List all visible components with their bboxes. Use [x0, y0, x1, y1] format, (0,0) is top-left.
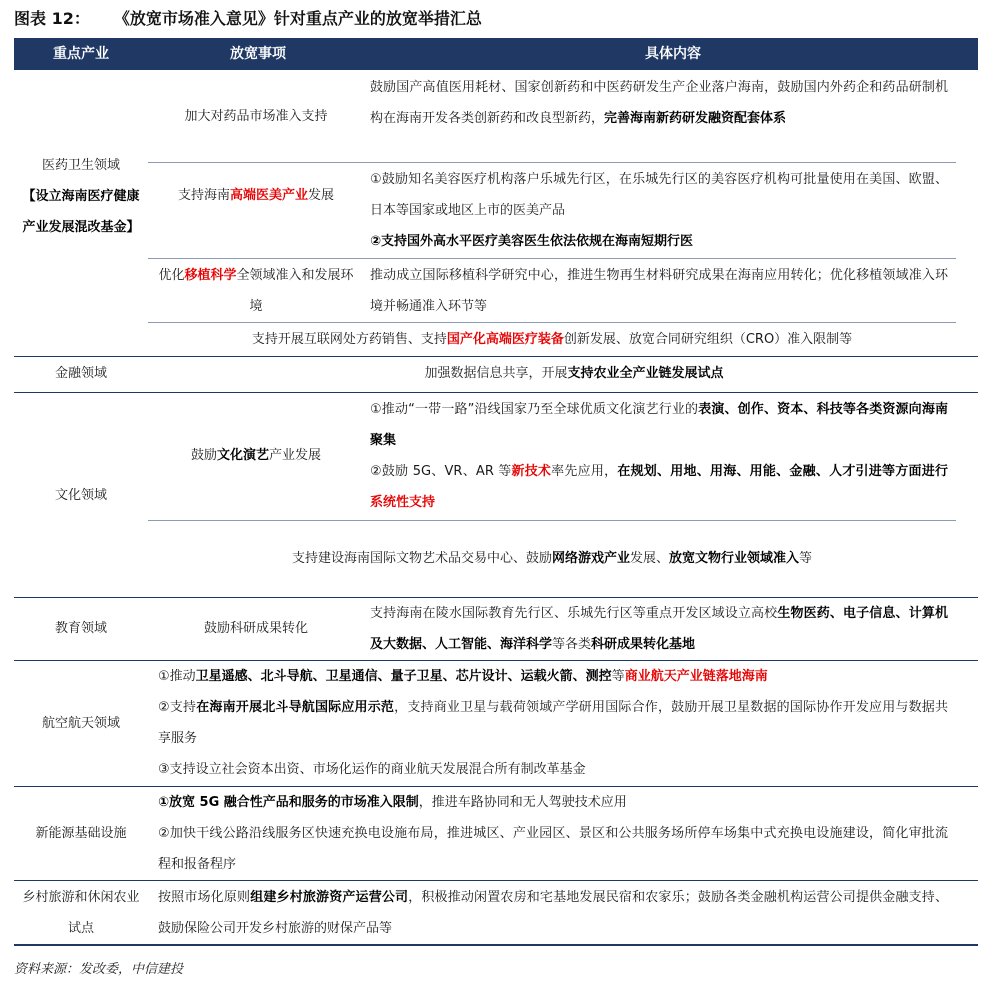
culture-span-row: 支持建设海南国际文物艺术品交易中心、鼓励网络游戏产业发展、放宽文物行业领域准入等 — [291, 551, 813, 566]
item-research-transfer: 鼓励科研成果转化 — [203, 621, 308, 636]
row-divider — [148, 162, 956, 163]
content-finance: 加强数据信息共享，开展支持农业全产业链发展试点 — [424, 366, 724, 381]
content-performing-arts: ①推动“一带一路”沿线国家乃至全球优质文化演艺行业的表演、创作、资本、科技等各类资源向海南聚集 ②鼓励 5G、VR、AR 等新技术率先应用，在规划、用地、用海、用能、金融、人才引进等方面进行系统性支持 — [370, 402, 948, 510]
industry-rural-tourism: 乡村旅游和休闲农业试点 — [22, 890, 140, 936]
header-item: 放宽事项 — [230, 46, 286, 62]
header-content: 具体内容 — [645, 46, 701, 62]
content-rural-tourism: 按照市场化原则组建乡村旅游资产运营公司，积极推动闲置农房和宅基地发展民宿和农家乐；鼓励各类金融机构运营公司提供金融支持、鼓励保险公司开发乡村旅游的财保产品等 — [158, 890, 948, 936]
row-divider — [148, 258, 956, 259]
industry-culture: 文化领域 — [54, 488, 107, 503]
industry-aerospace: 航空航天领域 — [41, 716, 120, 731]
industry-medical-fund: 【设立海南医疗健康产业发展混改基金】 — [22, 189, 140, 235]
content-new-energy: ①放宽 5G 融合性产品和服务的市场准入限制，推进车路协同和无人驾驶技术应用 ②加快干线公路沿线服务区快速充换电设施布局，推进城区、产业园区、景区和公共服务场所停车场集中式充换电设施建设，简化审批流程和报备程序 — [158, 795, 948, 872]
row-divider — [14, 880, 978, 881]
item-drug-market: 加大对药品市场准入支持 — [184, 109, 328, 124]
content-transplant: 推动成立国际移植科学研究中心，推进生物再生材料研究成果在海南应用转化；优化移植领域准入环境并畅通准入环节等 — [370, 268, 948, 314]
row-divider — [148, 520, 956, 521]
industry-medical — [14, 150, 148, 243]
industry-education: 教育领域 — [54, 621, 107, 636]
source-note: 资料来源：发改委，中信建投 — [14, 962, 184, 977]
row-divider — [14, 356, 978, 357]
figure-title — [14, 6, 482, 29]
industry-medical-name: 医药卫生领域 — [41, 158, 120, 173]
item-transplant: 优化移植科学全领域准入和发展环境 — [158, 268, 354, 314]
content-medical-beauty: ①鼓励知名美容医疗机构落户乐城先行区，在乐城先行区的美容医疗机构可批量使用在美国、欧盟、日本等国家或地区上市的医美产品 ②支持国外高水平医疗美容医生依法依规在海南短期行医 — [370, 172, 948, 249]
content-research-transfer: 支持海南在陵水国际教育先行区、乐城先行区等重点开发区域设立高校生物医药、电子信息、计算机及大数据、人工智能、海洋科学等各类科研成果转化基地 — [370, 606, 948, 652]
table-header — [14, 38, 978, 70]
item-performing-arts: 鼓励文化演艺产业发展 — [190, 448, 322, 463]
industry-finance: 金融领域 — [54, 366, 107, 381]
figure-label: 图表 12： — [14, 9, 90, 28]
medical-span-row: 支持开展互联网处方药销售、支持国产化高端医疗装备创新发展、放宽合同研究组织（CRO）准入限制等 — [251, 332, 853, 347]
row-divider — [14, 392, 978, 393]
content-drug-market: 鼓励国产高值医用耗材、国家创新药和中医药研发生产企业落户海南，鼓励国内外药企和药品研制机构在海南开发各类创新药和改良型新药，完善海南新药研发融资配套体系 — [370, 80, 948, 126]
content-aerospace: ①推动卫星遥感、北斗导航、卫星通信、量子卫星、芯片设计、运载火箭、测控等商业航天产业链落地海南 ②支持在海南开展北斗导航国际应用示范，支持商业卫星与载荷领域产学研用国际合作，鼓励开展卫星数据的国际协作开发应用与数据共享服务 ③支持设立社会资本出资、市场化运作的商业航天发展混合所有制改革基金 — [158, 669, 948, 777]
industry-new-energy: 新能源基础设施 — [35, 826, 127, 841]
table-bottom-rule — [14, 944, 978, 946]
figure-title-text: 《放宽市场准入意见》针对重点产业的放宽举措汇总 — [113, 9, 482, 28]
row-divider — [148, 322, 956, 323]
header-industry: 重点产业 — [53, 46, 109, 62]
item-medical-beauty: 支持海南高端医美产业发展 — [177, 188, 335, 203]
